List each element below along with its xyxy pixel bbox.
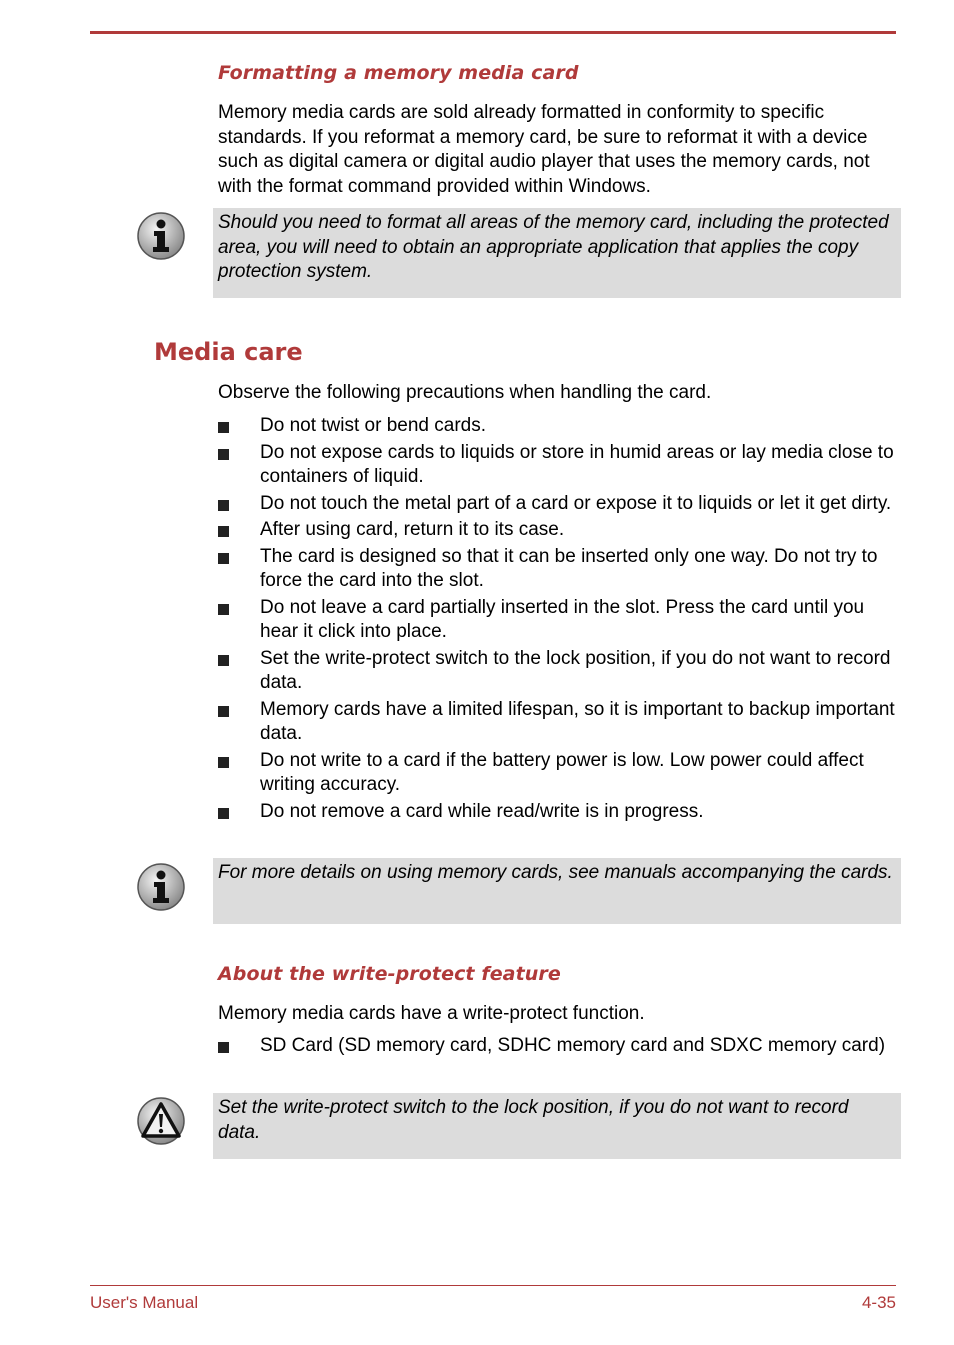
info-icon: [136, 862, 186, 912]
list-item: Do not leave a card partially inserted in the slot. Press the card until you hear it click into place.: [218, 596, 898, 645]
subheading-write-protect: About the write-protect feature: [218, 963, 561, 985]
heading-media-care: Media care: [154, 338, 303, 366]
note-text: Should you need to format all areas of the memory card, including the protected area, you will need to obtain an appropriate application that applies the copy protection system.: [218, 212, 889, 282]
list-item: Do not twist or bend cards.: [218, 414, 898, 439]
footer-rule: [90, 1285, 896, 1286]
note-text: Set the write-protect switch to the lock position, if you do not want to record data.: [218, 1097, 849, 1143]
formatting-paragraph: Memory media cards are sold already formatted in conformity to specific standards. If you reformat a memory card, be sure to reformat it with a device such as digital camera or digital audio player that uses the memory cards, not with the format command provided within Windows.: [218, 102, 870, 197]
info-icon: [136, 211, 186, 261]
list-item: Do not touch the metal part of a card or expose it to liquids or let it get dirty.: [218, 492, 898, 517]
note-write-protect: [213, 1093, 901, 1159]
footer-manual-title: User's Manual: [90, 1293, 199, 1312]
note-text: For more details on using memory cards, see manuals accompanying the cards.: [218, 862, 893, 883]
warning-icon: [136, 1096, 186, 1146]
list-item: Do not remove a card while read/write is in progress.: [218, 800, 898, 825]
note-media-care: [213, 858, 901, 924]
note-formatting: [213, 208, 901, 298]
media-care-intro: Observe the following precautions when handling the card.: [218, 382, 712, 403]
list-item: Memory cards have a limited lifespan, so it is important to backup important data.: [218, 698, 898, 747]
header-rule: [90, 31, 896, 34]
list-item: Set the write-protect switch to the lock position, if you do not want to record data.: [218, 647, 898, 696]
write-protect-list: [218, 1034, 898, 1061]
list-item: Do not expose cards to liquids or store in humid areas or lay media close to containers of liquid.: [218, 441, 898, 490]
media-care-list: [218, 414, 898, 826]
list-item: The card is designed so that it can be inserted only one way. Do not try to force the card into the slot.: [218, 545, 898, 594]
subheading-formatting: Formatting a memory media card: [218, 62, 579, 84]
list-item: SD Card (SD memory card, SDHC memory card and SDXC memory card): [218, 1034, 898, 1059]
write-protect-intro: Memory media cards have a write-protect function.: [218, 1003, 645, 1024]
footer-page-number: 4-35: [861, 1293, 896, 1312]
list-item: After using card, return it to its case.: [218, 518, 898, 543]
list-item: Do not write to a card if the battery power is low. Low power could affect writing accuracy.: [218, 749, 898, 798]
